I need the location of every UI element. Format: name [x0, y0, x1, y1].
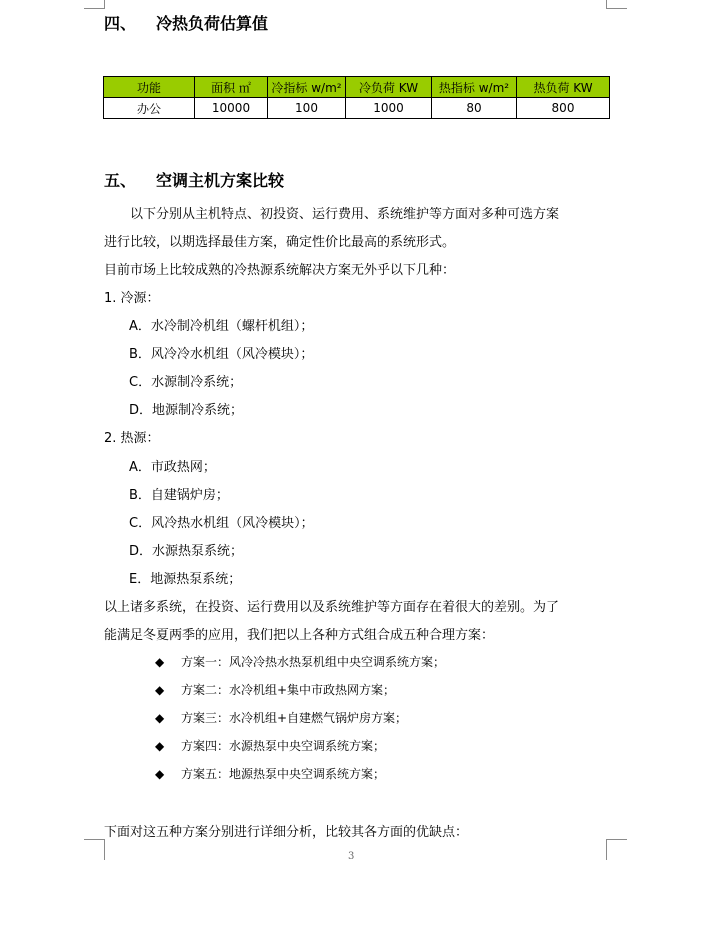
scheme-list-item — [155, 681, 395, 698]
section-5-heading — [104, 168, 284, 191]
heat-option-e: E．地源热泵系统； — [129, 572, 242, 587]
crop-mark-top-right — [606, 0, 627, 9]
combination-paragraph-line-1: 以上诸多系统，在投资、运行费用以及系统维护等方面存在着很大的差别。为了 — [104, 600, 560, 615]
cold-option-a: A．水冷制冷机组（螺杆机组）； — [129, 319, 314, 334]
diamond-bullet-icon: ◆ — [155, 655, 165, 669]
section-4-number: 四、 — [104, 14, 137, 33]
cold-option-b: B．风冷冷水机组（风冷模块）； — [129, 347, 314, 362]
outro-paragraph: 下面对这五种方案分别进行详细分析，比较其各方面的优缺点： — [104, 825, 469, 840]
scheme-list-item — [155, 737, 385, 754]
col-header-heating-load: 热负荷 KW — [517, 77, 610, 98]
section-4-heading — [104, 11, 268, 34]
scheme-label: 方案五：地源热泵中央空调系统方案； — [181, 767, 386, 781]
cell-function: 办公 — [104, 98, 195, 119]
heat-option-d: D．水源热泵系统； — [129, 544, 244, 559]
cold-option-d: D．地源制冷系统； — [129, 403, 244, 418]
cell-heating-index: 80 — [432, 98, 517, 119]
col-header-area: 面积 ㎡ — [195, 77, 268, 98]
col-header-cooling-load: 冷负荷 KW — [346, 77, 432, 98]
crop-mark-bottom-left — [84, 839, 105, 860]
cell-cooling-load: 1000 — [346, 98, 432, 119]
table-row — [104, 98, 610, 119]
scheme-list-item — [155, 709, 407, 726]
page-number: 3 — [348, 851, 355, 862]
cell-cooling-index: 100 — [268, 98, 346, 119]
section-5-title: 空调主机方案比较 — [156, 171, 285, 190]
scheme-label: 方案一：风冷冷热水热泵机组中央空调系统方案； — [181, 655, 446, 669]
col-header-heating-index: 热指标 w/m² — [432, 77, 517, 98]
scheme-label: 方案四：水源热泵中央空调系统方案； — [181, 739, 386, 753]
table-header-row — [104, 77, 610, 98]
diamond-bullet-icon: ◆ — [155, 711, 165, 725]
heat-option-b: B．自建锅炉房； — [129, 488, 229, 503]
intro-paragraph-line-1: 以下分别从主机特点、初投资、运行费用、系统维护等方面对多种可选方案 — [130, 207, 560, 222]
heat-option-c: C．风冷热水机组（风冷模块）； — [129, 516, 314, 531]
section-4-title: 冷热负荷估算值 — [156, 14, 269, 33]
scheme-label: 方案二：水冷机组+集中市政热网方案； — [181, 683, 396, 697]
scheme-list-item — [155, 765, 385, 782]
cell-heating-load: 800 — [517, 98, 610, 119]
diamond-bullet-icon: ◆ — [155, 739, 165, 753]
cold-source-heading: 1. 冷源： — [104, 291, 160, 306]
scheme-label: 方案三：水冷机组+自建燃气锅炉房方案； — [181, 711, 408, 725]
intro-paragraph-line-2: 进行比较，以期选择最佳方案，确定性价比最高的系统形式。 — [104, 235, 456, 250]
col-header-function: 功能 — [104, 77, 195, 98]
heat-source-heading: 2. 热源： — [104, 431, 160, 446]
market-paragraph: 目前市场上比较成熟的冷热源系统解决方案无外乎以下几种： — [104, 263, 456, 278]
crop-mark-bottom-right — [606, 839, 627, 860]
scheme-list-item — [155, 653, 445, 670]
cell-area: 10000 — [195, 98, 268, 119]
heat-option-a: A．市政热网； — [129, 460, 216, 475]
col-header-cooling-index: 冷指标 w/m² — [268, 77, 346, 98]
section-5-number: 五、 — [104, 171, 137, 190]
load-table — [103, 76, 610, 119]
cold-option-c: C．水源制冷系统； — [129, 375, 243, 390]
diamond-bullet-icon: ◆ — [155, 683, 165, 697]
combination-paragraph-line-2: 能满足冬夏两季的应用，我们把以上各种方式组合成五种合理方案： — [104, 628, 495, 643]
diamond-bullet-icon: ◆ — [155, 767, 165, 781]
crop-mark-top-left — [84, 0, 105, 9]
